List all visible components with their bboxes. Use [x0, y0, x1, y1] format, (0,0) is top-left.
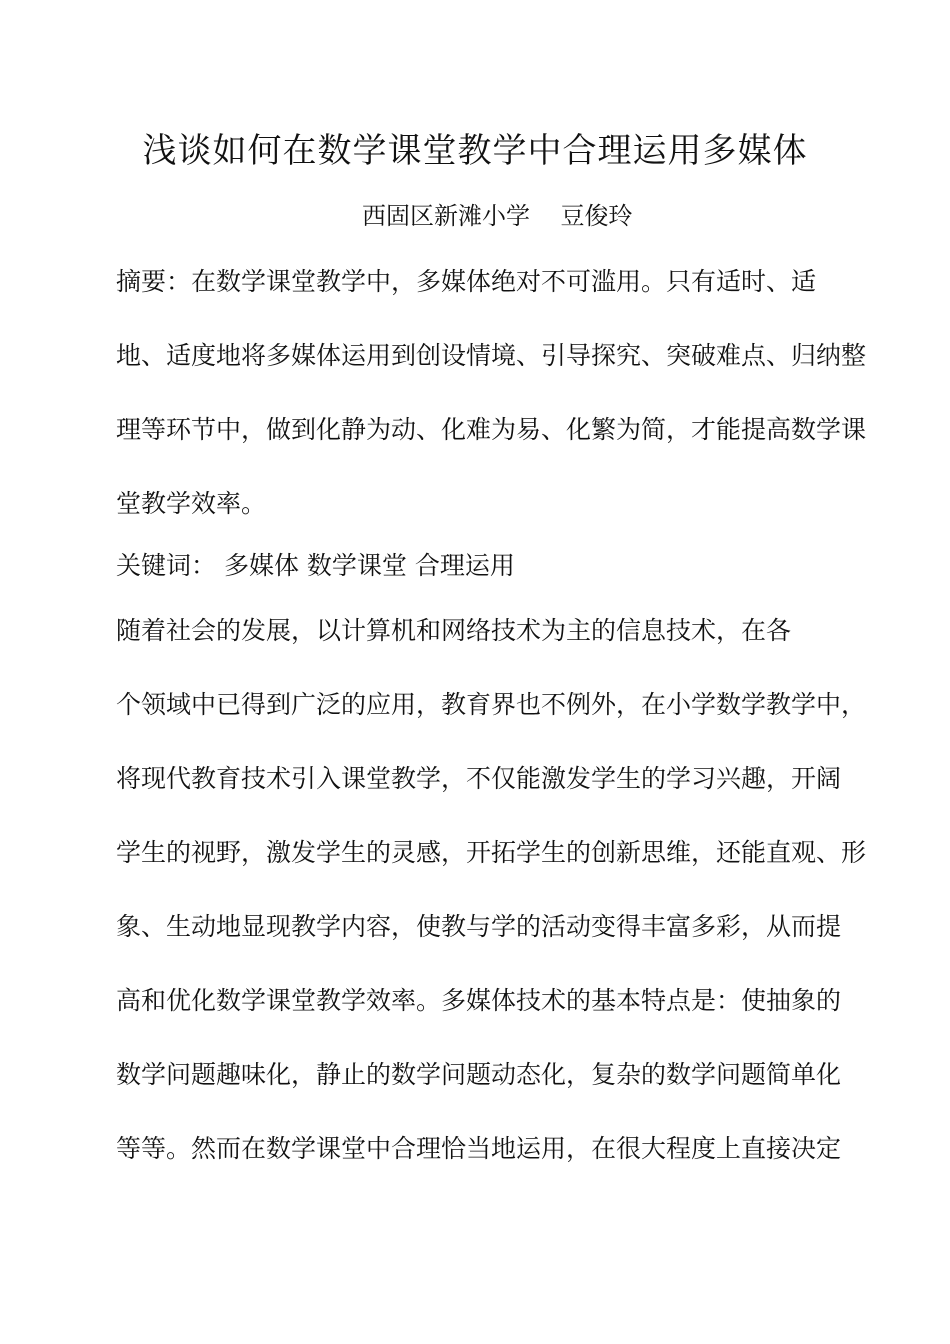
abstract-line: 地、适度地将多媒体运用到创设情境、引导探究、突破难点、归纳整 — [116, 341, 867, 370]
author-line: 西固区新滩小学 豆俊玲 — [362, 202, 633, 230]
body-line: 象、生动地显现教学内容，使教与学的活动变得丰富多彩，从而提 — [116, 912, 842, 941]
abstract-line: 理等环节中，做到化静为动、化难为易、化繁为简，才能提高数学课 — [116, 415, 867, 444]
body-line: 数学问题趣味化，静止的数学问题动态化，复杂的数学问题简单化 — [116, 1060, 842, 1089]
abstract-line: 堂教学效率。 — [116, 489, 267, 518]
keywords-line: 关键词： 多媒体 数学课堂 合理运用 — [116, 551, 515, 580]
document-title: 浅谈如何在数学课堂教学中合理运用多媒体 — [142, 131, 808, 171]
body-line: 随着社会的发展，以计算机和网络技术为主的信息技术，在各 — [116, 616, 792, 645]
body-line: 将现代教育技术引入课堂教学，不仅能激发学生的学习兴趣，开阔 — [116, 764, 842, 793]
body-line: 学生的视野，激发学生的灵感，开拓学生的创新思维，还能直观、形 — [116, 838, 867, 867]
body-line: 个领域中已得到广泛的应用，教育界也不例外，在小学数学教学中， — [116, 690, 867, 719]
body-line: 高和优化数学课堂教学效率。多媒体技术的基本特点是：使抽象的 — [116, 986, 842, 1015]
body-line: 等等。然而在数学课堂中合理恰当地运用，在很大程度上直接决定 — [116, 1134, 842, 1163]
abstract-line: 摘要：在数学课堂教学中，多媒体绝对不可滥用。只有适时、适 — [116, 267, 817, 296]
